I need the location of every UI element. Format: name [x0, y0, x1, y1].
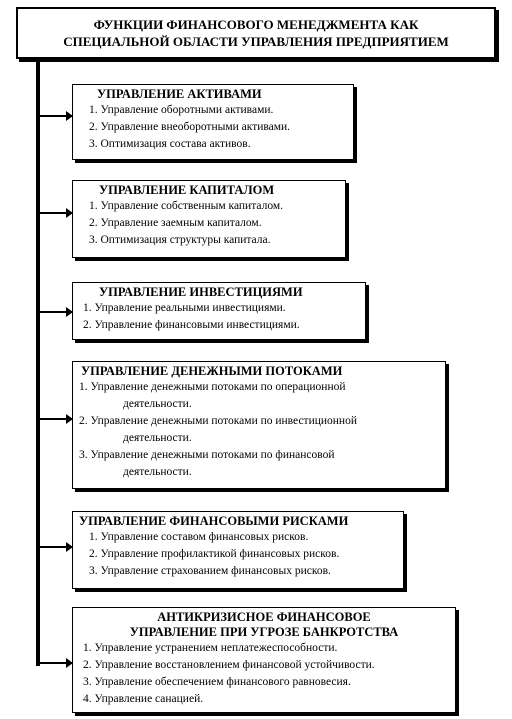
header-line-2: СПЕЦИАЛЬНОЙ ОБЛАСТИ УПРАВЛЕНИЯ ПРЕДПРИЯТИЕМ: [63, 34, 449, 49]
connector-arrow-3: [38, 311, 72, 313]
connector-arrow-4: [38, 418, 72, 420]
block-item: 2. Управление восстановлением финансовой устойчивости.: [83, 659, 375, 671]
block-capital-management: [72, 180, 346, 258]
connector-arrow-5: [38, 546, 72, 548]
block-item: 3. Управление обеспечением финансового равновесия.: [83, 676, 351, 688]
block-title: УПРАВЛЕНИЕ КАПИТАЛОМ: [99, 183, 275, 197]
block-item: 2. Управление заемным капиталом.: [89, 217, 262, 229]
block-title: УПРАВЛЕНИЕ АКТИВАМИ: [97, 87, 262, 101]
block-anticrisis-management: [72, 607, 456, 713]
block-item: 1. Управление собственным капиталом.: [89, 200, 284, 212]
block-item: 2. Управление денежными потоками по инвестиционной: [79, 415, 357, 427]
block-asset-management: [72, 84, 354, 160]
connector-arrow-6: [38, 662, 72, 664]
block-item: 1. Управление составом финансовых рисков.: [89, 531, 309, 543]
block-item: 2. Управление внеоборотными активами.: [89, 121, 291, 133]
block-item: 4. Управление санацией.: [83, 693, 204, 705]
header-line-1: ФУНКЦИИ ФИНАНСОВОГО МЕНЕДЖМЕНТА КАК: [93, 17, 419, 32]
diagram-header: [16, 7, 496, 59]
block-title-line-1: АНТИКРИЗИСНОЕ ФИНАНСОВОЕ: [157, 610, 371, 624]
block-item-continuation: деятельности.: [123, 466, 192, 478]
block-item: 3. Управление денежными потоками по финансовой: [79, 449, 335, 461]
block-item-continuation: деятельности.: [123, 432, 192, 444]
block-item: 2. Управление профилактикой финансовых рисков.: [89, 548, 340, 560]
block-cashflow-management: [72, 361, 446, 489]
block-title: УПРАВЛЕНИЕ ДЕНЕЖНЫМИ ПОТОКАМИ: [81, 364, 343, 378]
block-item: 3. Оптимизация состава активов.: [89, 138, 251, 150]
block-item: 1. Управление денежными потоками по операционной: [79, 381, 346, 393]
block-title: УПРАВЛЕНИЕ ИНВЕСТИЦИЯМИ: [99, 285, 303, 299]
block-item: 1. Управление оборотными активами.: [89, 104, 274, 116]
block-item: 1. Управление реальными инвестициями.: [83, 302, 286, 314]
block-item: 3. Управление страхованием финансовых рисков.: [89, 565, 331, 577]
block-title-line-2: УПРАВЛЕНИЕ ПРИ УГРОЗЕ БАНКРОТСТВА: [129, 625, 399, 639]
connector-arrow-2: [38, 212, 72, 214]
block-item-continuation: деятельности.: [123, 398, 192, 410]
block-item: 2. Управление финансовыми инвестициями.: [83, 319, 300, 331]
block-item: 1. Управление устранением неплатежеспособности.: [83, 642, 338, 654]
block-risk-management: [72, 511, 404, 589]
block-item: 3. Оптимизация структуры капитала.: [89, 234, 271, 246]
block-title: УПРАВЛЕНИЕ ФИНАНСОВЫМИ РИСКАМИ: [79, 514, 349, 528]
connector-arrow-1: [38, 115, 72, 117]
block-investment-management: [72, 282, 366, 340]
connector-trunk: [36, 59, 40, 666]
